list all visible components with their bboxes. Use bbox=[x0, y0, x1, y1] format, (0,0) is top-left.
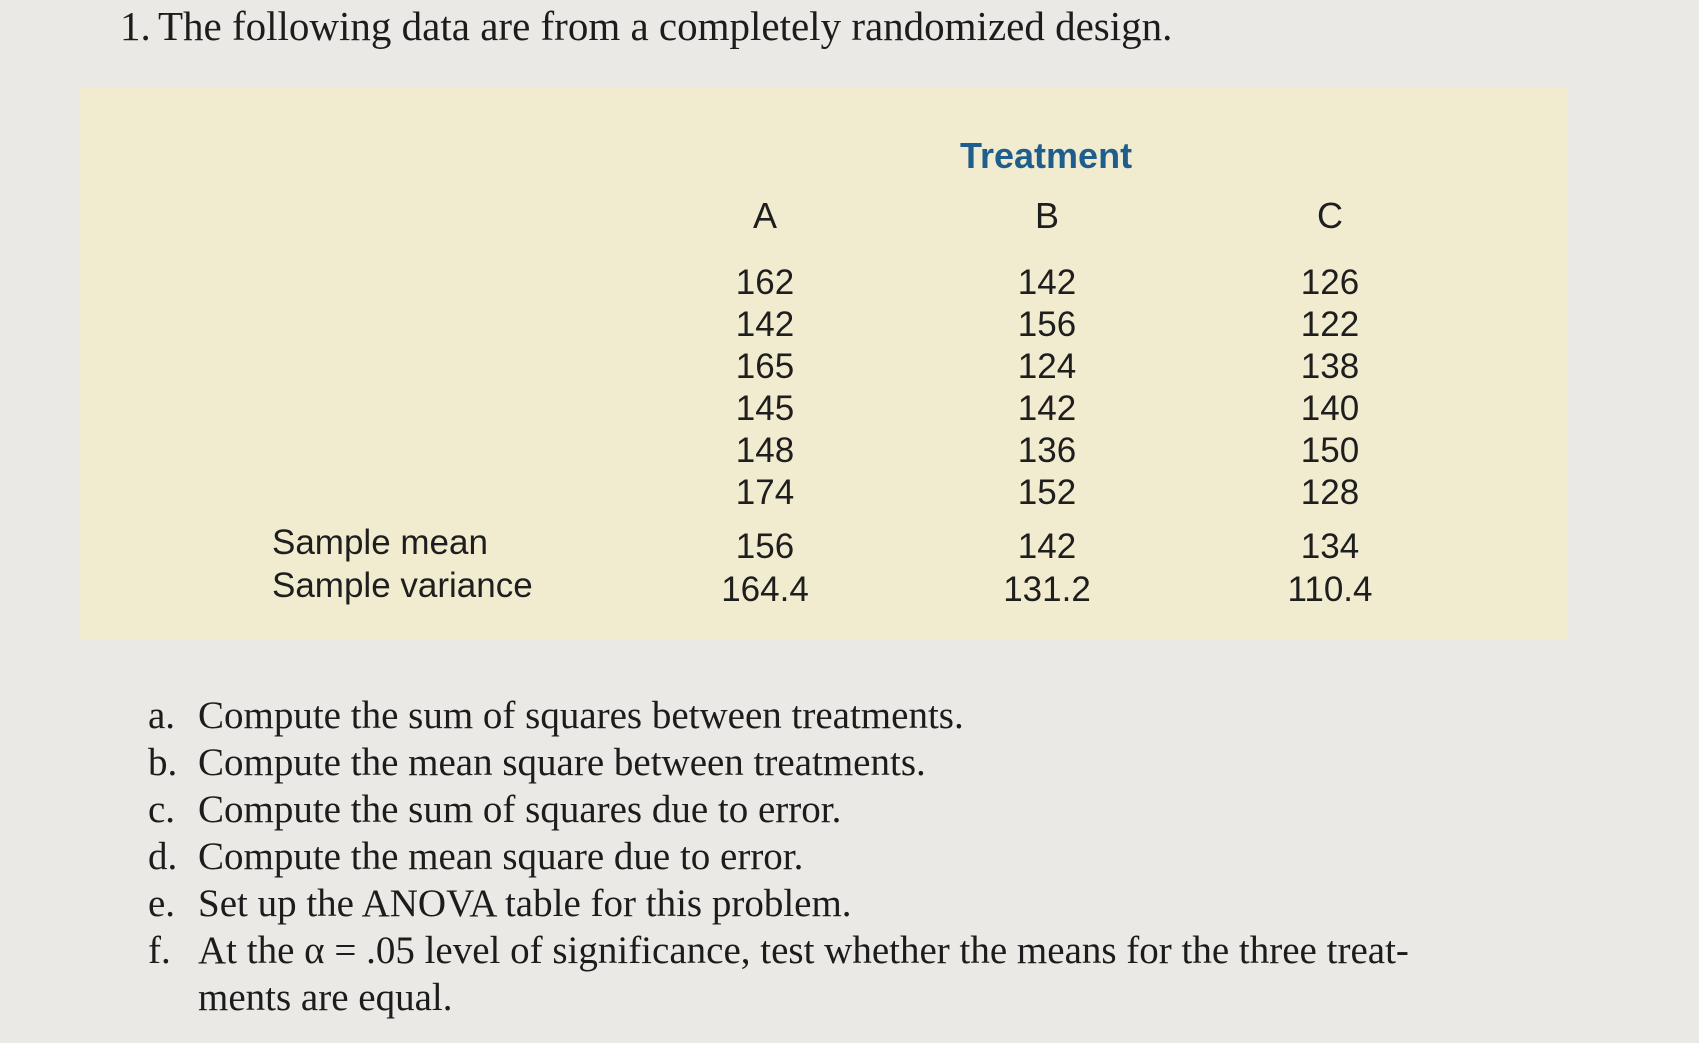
part-d bbox=[148, 833, 1409, 880]
part-a-text: Compute the sum of squares between treatments. bbox=[198, 694, 964, 737]
cell-c-1: 126 bbox=[1300, 263, 1360, 302]
part-e-letter: e. bbox=[148, 882, 176, 925]
variance-a: 164.4 bbox=[721, 570, 809, 609]
part-a bbox=[148, 692, 1409, 739]
part-b-letter: b. bbox=[148, 741, 178, 784]
mean-c: 134 bbox=[1300, 527, 1360, 566]
mean-a: 156 bbox=[735, 527, 795, 566]
cell-a-2: 142 bbox=[735, 305, 795, 344]
cell-b-5: 136 bbox=[1017, 431, 1077, 470]
cell-a-1: 162 bbox=[735, 263, 795, 302]
question-heading bbox=[120, 2, 1172, 50]
cell-b-4: 142 bbox=[1017, 389, 1077, 428]
cell-b-6: 152 bbox=[1017, 473, 1077, 512]
cell-c-2: 122 bbox=[1300, 305, 1360, 344]
cell-b-3: 124 bbox=[1017, 347, 1077, 386]
mean-b: 142 bbox=[1017, 527, 1077, 566]
part-f-text: At the α = .05 level of significance, test whether the means for the three treat- bbox=[198, 929, 1409, 972]
sample-variance-label: Sample variance bbox=[272, 566, 533, 605]
column-a-values bbox=[685, 262, 845, 514]
column-c-values bbox=[1250, 262, 1410, 514]
cell-c-3: 138 bbox=[1300, 347, 1360, 386]
part-d-text: Compute the mean square due to error. bbox=[198, 835, 804, 878]
variance-c: 110.4 bbox=[1287, 570, 1373, 609]
column-header-c: C bbox=[1317, 195, 1343, 236]
part-a-letter: a. bbox=[148, 694, 176, 737]
treatment-header: Treatment bbox=[960, 135, 1133, 176]
part-b-text: Compute the mean square between treatments. bbox=[198, 741, 926, 784]
variance-b: 131.2 bbox=[1003, 570, 1091, 609]
cell-a-4: 145 bbox=[735, 389, 795, 428]
part-f-continued-indent bbox=[148, 974, 198, 1021]
question-text: The following data are from a completely randomized design. bbox=[158, 3, 1173, 49]
part-c bbox=[148, 786, 1409, 833]
sample-mean-label: Sample mean bbox=[272, 523, 488, 562]
part-c-text: Compute the sum of squares due to error. bbox=[198, 788, 842, 831]
question-parts-list bbox=[148, 692, 1409, 1021]
part-d-letter: d. bbox=[148, 835, 178, 878]
cell-a-6: 174 bbox=[735, 473, 795, 512]
question-number: 1. bbox=[120, 3, 151, 49]
part-c-letter: c. bbox=[148, 788, 176, 831]
cell-b-2: 156 bbox=[1017, 305, 1077, 344]
column-header-b: B bbox=[1034, 195, 1059, 236]
part-e bbox=[148, 880, 1409, 927]
cell-c-5: 150 bbox=[1300, 431, 1360, 470]
part-f bbox=[148, 927, 1409, 974]
column-header-a: A bbox=[752, 195, 777, 236]
cell-c-4: 140 bbox=[1300, 389, 1360, 428]
part-e-text: Set up the ANOVA table for this problem. bbox=[198, 882, 852, 925]
cell-c-6: 128 bbox=[1300, 473, 1360, 512]
cell-a-3: 165 bbox=[735, 347, 795, 386]
part-f-letter: f. bbox=[148, 929, 171, 972]
cell-b-1: 142 bbox=[1017, 263, 1077, 302]
part-b bbox=[148, 739, 1409, 786]
part-f-continued bbox=[148, 974, 1409, 1021]
part-f-continued-text: ments are equal. bbox=[198, 976, 453, 1019]
cell-a-5: 148 bbox=[735, 431, 795, 470]
column-b-values bbox=[967, 262, 1127, 514]
